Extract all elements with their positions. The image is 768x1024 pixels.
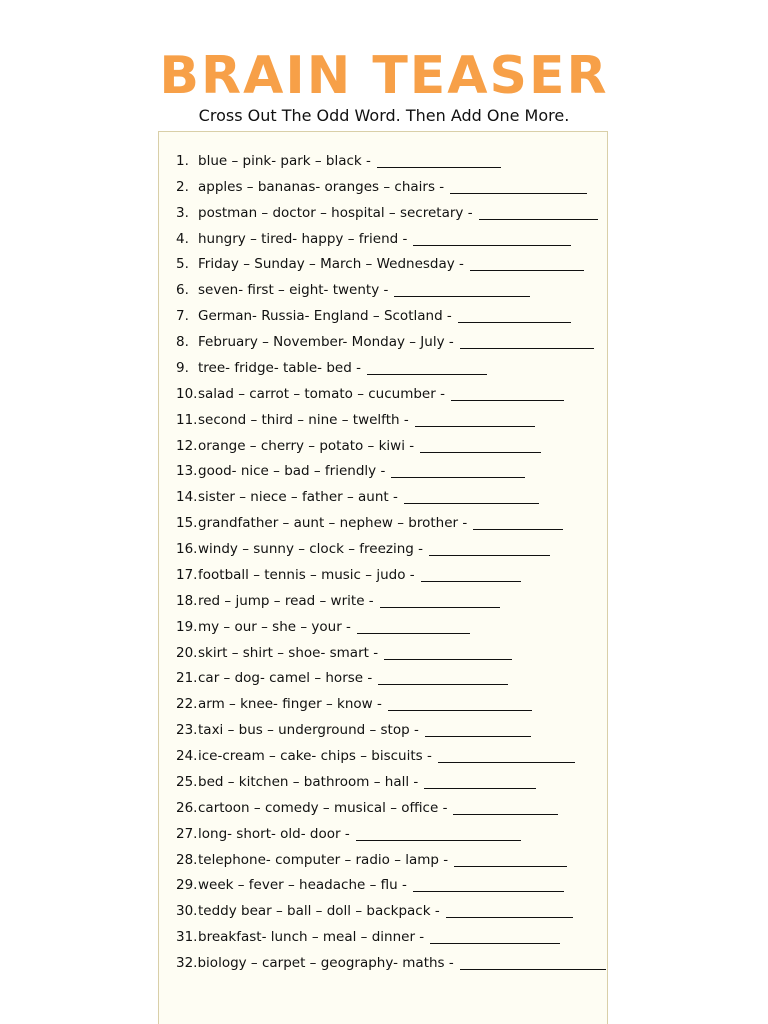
exercise-item bbox=[176, 898, 606, 924]
exercise-words: grandfather – aunt – nephew – brother - bbox=[198, 515, 468, 532]
exercise-words: cartoon – comedy – musical – office - bbox=[198, 799, 448, 816]
exercise-words: arm – knee- finger – know - bbox=[198, 696, 382, 713]
exercise-item bbox=[176, 666, 606, 692]
exercise-item bbox=[176, 433, 606, 459]
answer-blank[interactable] bbox=[453, 813, 558, 815]
exercise-number: 11. bbox=[176, 411, 198, 428]
exercise-number: 21. bbox=[176, 670, 198, 687]
exercise-words: car – dog- camel – horse - bbox=[198, 670, 373, 687]
exercise-words: apples – bananas- oranges – chairs - bbox=[198, 178, 445, 195]
exercise-item bbox=[176, 252, 606, 278]
answer-blank[interactable] bbox=[413, 244, 571, 246]
answer-blank[interactable] bbox=[391, 476, 525, 478]
exercise-number: 6. bbox=[176, 282, 189, 299]
answer-blank[interactable] bbox=[421, 580, 521, 582]
exercise-item bbox=[176, 873, 606, 899]
exercise-number: 8. bbox=[176, 334, 189, 351]
answer-blank[interactable] bbox=[415, 425, 535, 427]
exercise-words: telephone- computer – radio – lamp - bbox=[198, 851, 449, 868]
exercise-item bbox=[176, 950, 606, 976]
answer-blank[interactable] bbox=[451, 399, 564, 401]
exercise-number: 23. bbox=[176, 722, 198, 739]
exercise-item bbox=[176, 614, 606, 640]
answer-blank[interactable] bbox=[450, 192, 587, 194]
answer-blank[interactable] bbox=[470, 269, 584, 271]
answer-blank[interactable] bbox=[377, 166, 501, 168]
exercise-words: week – fever – headache – flu - bbox=[198, 877, 407, 894]
exercise-words: salad – carrot – tomato – cucumber - bbox=[198, 385, 445, 402]
exercise-item bbox=[176, 148, 606, 174]
exercise-words: teddy bear – ball – doll – backpack - bbox=[198, 903, 440, 920]
exercise-number: 1. bbox=[176, 152, 189, 169]
exercise-words: breakfast- lunch – meal – dinner - bbox=[198, 929, 425, 946]
exercise-item bbox=[176, 640, 606, 666]
answer-blank[interactable] bbox=[438, 761, 575, 763]
exercise-words: good- nice – bad – friendly - bbox=[198, 463, 386, 480]
answer-blank[interactable] bbox=[454, 865, 567, 867]
exercise-words: biology – carpet – geography- maths - bbox=[197, 955, 454, 972]
exercise-words: German- Russia- England – Scotland - bbox=[198, 308, 452, 325]
exercise-item bbox=[176, 226, 606, 252]
exercise-number: 16. bbox=[176, 541, 198, 558]
worksheet-instructions: Cross Out The Odd Word. Then Add One More. bbox=[198, 106, 570, 125]
exercise-item bbox=[176, 174, 606, 200]
exercise-words: hungry – tired- happy – friend - bbox=[198, 230, 408, 247]
exercise-words: postman – doctor – hospital – secretary - bbox=[198, 204, 473, 221]
exercise-item bbox=[176, 717, 606, 743]
answer-blank[interactable] bbox=[429, 554, 550, 556]
exercise-number: 4. bbox=[176, 230, 189, 247]
answer-blank[interactable] bbox=[425, 735, 531, 737]
exercise-words: tree- fridge- table- bed - bbox=[198, 359, 361, 376]
exercise-number: 17. bbox=[176, 566, 198, 583]
exercise-number: 28. bbox=[176, 851, 198, 868]
exercise-item bbox=[176, 381, 606, 407]
exercise-item bbox=[176, 743, 606, 769]
answer-blank[interactable] bbox=[473, 528, 563, 530]
exercise-words: bed – kitchen – bathroom – hall - bbox=[198, 773, 419, 790]
exercise-words: ice-cream – cake- chips – biscuits - bbox=[198, 748, 432, 765]
exercise-number: 26. bbox=[176, 799, 198, 816]
exercise-number: 24. bbox=[176, 748, 198, 765]
exercise-item bbox=[176, 691, 606, 717]
exercise-number: 32. bbox=[176, 955, 198, 972]
answer-blank[interactable] bbox=[404, 502, 539, 504]
exercise-item bbox=[176, 588, 606, 614]
exercise-item bbox=[176, 355, 606, 381]
worksheet-title: BRAIN TEASER bbox=[159, 46, 609, 106]
exercise-number: 5. bbox=[176, 256, 189, 273]
exercise-words: blue – pink- park – black - bbox=[198, 152, 371, 169]
exercise-item bbox=[176, 200, 606, 226]
exercise-number: 30. bbox=[176, 903, 198, 920]
answer-blank[interactable] bbox=[388, 709, 532, 711]
exercise-words: long- short- old- door - bbox=[198, 825, 350, 842]
exercise-item bbox=[176, 795, 606, 821]
answer-blank[interactable] bbox=[479, 218, 598, 220]
answer-blank[interactable] bbox=[378, 683, 508, 685]
exercise-item bbox=[176, 536, 606, 562]
exercise-number: 25. bbox=[176, 773, 198, 790]
exercise-words: my – our – she – your - bbox=[198, 618, 351, 635]
exercise-item bbox=[176, 277, 606, 303]
exercise-words: February – November- Monday – July - bbox=[198, 334, 454, 351]
exercise-item bbox=[176, 924, 606, 950]
exercise-item bbox=[176, 303, 606, 329]
exercise-number: 15. bbox=[176, 515, 198, 532]
answer-blank[interactable] bbox=[357, 632, 470, 634]
exercise-words: orange – cherry – potato – kiwi - bbox=[198, 437, 415, 454]
exercise-number: 27. bbox=[176, 825, 198, 842]
exercise-number: 2. bbox=[176, 178, 189, 195]
exercise-number: 14. bbox=[176, 489, 198, 506]
exercise-item bbox=[176, 510, 606, 536]
exercise-words: seven- first – eight- twenty - bbox=[198, 282, 389, 299]
exercise-number: 19. bbox=[176, 618, 198, 635]
exercise-words: skirt – shirt – shoe- smart - bbox=[198, 644, 379, 661]
exercise-words: sister – niece – father – aunt - bbox=[198, 489, 398, 506]
exercise-item bbox=[176, 847, 606, 873]
answer-blank[interactable] bbox=[420, 451, 541, 453]
exercise-words: windy – sunny – clock – freezing - bbox=[198, 541, 424, 558]
exercise-item bbox=[176, 407, 606, 433]
exercise-item bbox=[176, 769, 606, 795]
exercise-number: 31. bbox=[176, 929, 198, 946]
exercise-number: 13. bbox=[176, 463, 198, 480]
exercise-number: 9. bbox=[176, 359, 189, 376]
answer-blank[interactable] bbox=[380, 606, 500, 608]
exercise-number: 22. bbox=[176, 696, 198, 713]
exercise-number: 29. bbox=[176, 877, 198, 894]
answer-blank[interactable] bbox=[430, 942, 560, 944]
exercise-number: 7. bbox=[176, 308, 189, 325]
exercise-item bbox=[176, 821, 606, 847]
answer-blank[interactable] bbox=[460, 968, 606, 970]
exercise-item bbox=[176, 459, 606, 485]
answer-blank[interactable] bbox=[394, 295, 530, 297]
exercise-words: Friday – Sunday – March – Wednesday - bbox=[198, 256, 464, 273]
answer-blank[interactable] bbox=[458, 321, 571, 323]
answer-blank[interactable] bbox=[367, 373, 487, 375]
answer-blank[interactable] bbox=[384, 658, 512, 660]
exercise-number: 20. bbox=[176, 644, 198, 661]
answer-blank[interactable] bbox=[413, 890, 564, 892]
exercise-number: 3. bbox=[176, 204, 189, 221]
exercise-number: 18. bbox=[176, 592, 198, 609]
exercise-words: red – jump – read – write - bbox=[198, 592, 374, 609]
answer-blank[interactable] bbox=[460, 347, 594, 349]
answer-blank[interactable] bbox=[446, 916, 573, 918]
exercise-list bbox=[176, 148, 606, 976]
exercise-words: football – tennis – music – judo - bbox=[198, 566, 415, 583]
exercise-number: 10. bbox=[176, 385, 198, 402]
answer-blank[interactable] bbox=[356, 839, 521, 841]
exercise-words: taxi – bus – underground – stop - bbox=[198, 722, 419, 739]
exercise-words: second – third – nine – twelfth - bbox=[198, 411, 409, 428]
exercise-item bbox=[176, 329, 606, 355]
answer-blank[interactable] bbox=[424, 787, 536, 789]
exercise-number: 12. bbox=[176, 437, 198, 454]
exercise-item bbox=[176, 484, 606, 510]
exercise-item bbox=[176, 562, 606, 588]
